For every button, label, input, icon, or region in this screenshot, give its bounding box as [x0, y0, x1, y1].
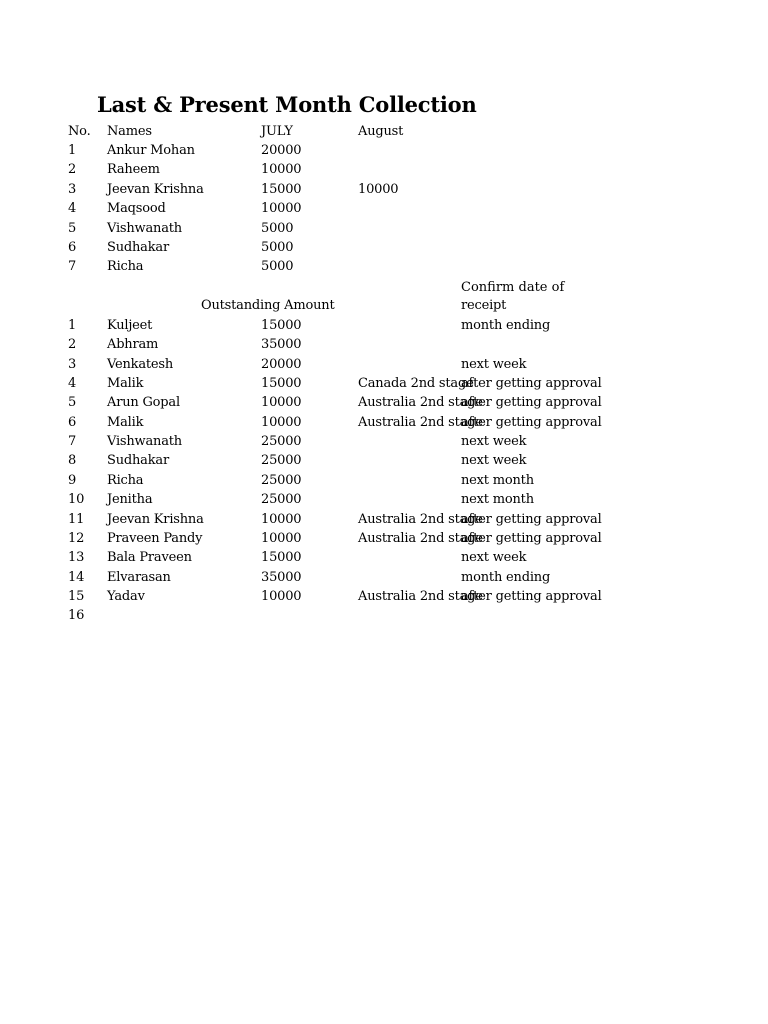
- row-number: 6: [68, 415, 77, 430]
- row-name: Maqsood: [107, 201, 166, 216]
- row-name: Jeevan Krishna: [107, 182, 204, 197]
- row-name: Jenitha: [107, 492, 153, 507]
- header-july: JULY: [261, 124, 293, 139]
- row-receipt-date: after getting approval: [461, 531, 602, 546]
- row-number: 1: [68, 318, 77, 333]
- header-receipt: receipt: [461, 298, 507, 313]
- row-note: Australia 2nd stage: [358, 589, 483, 604]
- row-receipt-date: next month: [461, 492, 534, 507]
- row-july-amount: 5000: [261, 259, 294, 274]
- row-august-amount: 10000: [358, 182, 399, 197]
- row-note: Australia 2nd stage: [358, 531, 483, 546]
- row-july-amount: 20000: [261, 143, 302, 158]
- row-name: Yadav: [107, 589, 145, 604]
- row-outstanding-amount: 25000: [261, 453, 302, 468]
- row-number: 4: [68, 201, 77, 216]
- row-receipt-date: next week: [461, 550, 527, 565]
- row-number: 13: [68, 550, 85, 565]
- row-name: Arun Gopal: [107, 395, 180, 410]
- row-july-amount: 15000: [261, 182, 302, 197]
- row-number: 5: [68, 395, 77, 410]
- row-number: 7: [68, 434, 77, 449]
- row-outstanding-amount: 10000: [261, 589, 302, 604]
- row-receipt-date: after getting approval: [461, 395, 602, 410]
- row-receipt-date: after getting approval: [461, 376, 602, 391]
- row-name: Vishwanath: [107, 434, 182, 449]
- row-outstanding-amount: 25000: [261, 473, 302, 488]
- row-outstanding-amount: 25000: [261, 434, 302, 449]
- row-number: 5: [68, 221, 77, 236]
- row-receipt-date: next week: [461, 357, 527, 372]
- row-july-amount: 5000: [261, 221, 294, 236]
- row-receipt-date: next week: [461, 434, 527, 449]
- page-title: Last & Present Month Collection: [97, 92, 477, 117]
- row-name: Sudhakar: [107, 240, 169, 255]
- row-number: 11: [68, 512, 85, 527]
- row-name: Ankur Mohan: [107, 143, 195, 158]
- row-note: Australia 2nd stage: [358, 395, 483, 410]
- row-note: Australia 2nd stage: [358, 415, 483, 430]
- row-july-amount: 10000: [261, 162, 302, 177]
- row-outstanding-amount: 35000: [261, 337, 302, 352]
- row-number: 3: [68, 357, 77, 372]
- receipt-header-cut-text: Confirm date of: [461, 280, 565, 295]
- header-no: No.: [68, 124, 91, 139]
- row-outstanding-amount: 25000: [261, 492, 302, 507]
- header-names: Names: [107, 124, 152, 139]
- row-number: 2: [68, 337, 77, 352]
- row-receipt-date: next month: [461, 473, 534, 488]
- row-receipt-date: month ending: [461, 570, 551, 585]
- row-note: Australia 2nd stage: [358, 512, 483, 527]
- row-outstanding-amount: 20000: [261, 357, 302, 372]
- row-name: Malik: [107, 415, 144, 430]
- row-name: Elvarasan: [107, 570, 171, 585]
- row-number: 8: [68, 453, 77, 468]
- row-july-amount: 5000: [261, 240, 294, 255]
- row-outstanding-amount: 15000: [261, 376, 302, 391]
- row-name: Vishwanath: [107, 221, 182, 236]
- row-name: Richa: [107, 259, 144, 274]
- row-outstanding-amount: 10000: [261, 531, 302, 546]
- row-number: 1: [68, 143, 77, 158]
- row-number: 15: [68, 589, 85, 604]
- row-name: Sudhakar: [107, 453, 169, 468]
- row-july-amount: 10000: [261, 201, 302, 216]
- row-outstanding-amount: 15000: [261, 318, 302, 333]
- row-receipt-date: after getting approval: [461, 512, 602, 527]
- row-receipt-date: next week: [461, 453, 527, 468]
- row-name: Praveen Pandy: [107, 531, 203, 546]
- header-outstanding-amount: Outstanding Amount: [201, 298, 335, 313]
- row-receipt-date: after getting approval: [461, 415, 602, 430]
- row-number: 14: [68, 570, 85, 585]
- row-name: Kuljeet: [107, 318, 153, 333]
- row-outstanding-amount: 35000: [261, 570, 302, 585]
- row-number: 7: [68, 259, 77, 274]
- row-receipt-date: after getting approval: [461, 589, 602, 604]
- row-receipt-date: month ending: [461, 318, 551, 333]
- row-number: 16: [68, 608, 85, 623]
- row-name: Richa: [107, 473, 144, 488]
- row-name: Raheem: [107, 162, 160, 177]
- row-number: 12: [68, 531, 85, 546]
- row-outstanding-amount: 15000: [261, 550, 302, 565]
- row-outstanding-amount: 10000: [261, 395, 302, 410]
- row-outstanding-amount: 10000: [261, 512, 302, 527]
- row-name: Bala Praveen: [107, 550, 192, 565]
- row-name: Jeevan Krishna: [107, 512, 204, 527]
- row-name: Venkatesh: [107, 357, 174, 372]
- row-note: Canada 2nd stage: [358, 376, 474, 391]
- row-number: 10: [68, 492, 85, 507]
- row-number: 9: [68, 473, 77, 488]
- row-outstanding-amount: 10000: [261, 415, 302, 430]
- row-number: 4: [68, 376, 77, 391]
- row-name: Malik: [107, 376, 144, 391]
- row-name: Abhram: [107, 337, 159, 352]
- row-number: 3: [68, 182, 77, 197]
- row-number: 6: [68, 240, 77, 255]
- row-number: 2: [68, 162, 77, 177]
- header-august: August: [358, 124, 404, 139]
